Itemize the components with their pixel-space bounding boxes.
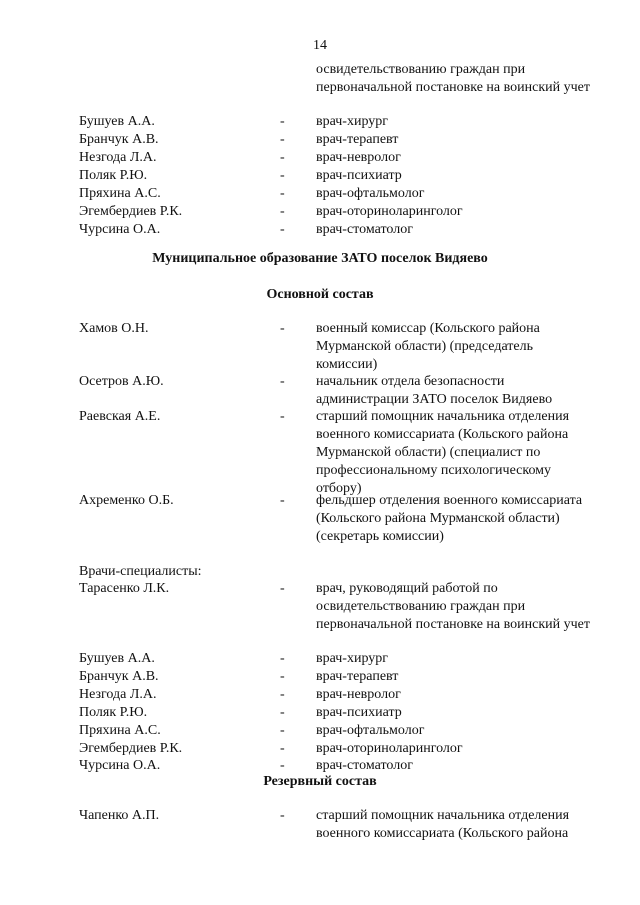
- dash: -: [280, 808, 285, 823]
- member-role: врач-оториноларинголог: [316, 204, 463, 219]
- section-heading-reserve: Резервный состав: [263, 774, 377, 789]
- member-role: старший помощник начальника отделения военного комиссариата (Кольского района: [316, 808, 570, 841]
- member-name: Поляк Р.Ю.: [79, 705, 148, 720]
- dash: -: [280, 669, 285, 684]
- member-role: врач-психиатр: [316, 705, 402, 720]
- member-role: врач-психиатр: [316, 168, 402, 183]
- dash: -: [280, 186, 285, 201]
- member-role: врач-невролог: [316, 150, 401, 165]
- member-role: врач-стоматолог: [316, 222, 413, 237]
- dash: -: [280, 741, 285, 756]
- dash: -: [280, 409, 285, 424]
- member-role: врач-терапевт: [316, 669, 399, 684]
- member-name: Бушуев А.А.: [79, 114, 155, 129]
- member-name: Ахременко О.Б.: [79, 493, 174, 508]
- dash: -: [280, 705, 285, 720]
- member-name: Хамов О.Н.: [79, 321, 149, 336]
- member-name: Тарасенко Л.К.: [79, 581, 170, 596]
- member-role: врач-офтальмолог: [316, 723, 425, 738]
- member-role: врач-терапевт: [316, 132, 399, 147]
- member-role: врач-оториноларинголог: [316, 741, 463, 756]
- member-role: военный комиссар (Кольского района Мурманской области) (председатель комиссии): [316, 321, 540, 372]
- dash: -: [280, 581, 285, 596]
- member-name: Чапенко А.П.: [79, 808, 160, 823]
- member-name: Поляк Р.Ю.: [79, 168, 148, 183]
- member-name: Пряхина А.С.: [79, 723, 161, 738]
- member-role: начальник отдела безопасности администрации ЗАТО поселок Видяево: [316, 374, 553, 407]
- dash: -: [280, 723, 285, 738]
- member-name: Бранчук А.В.: [79, 669, 159, 684]
- dash: -: [280, 150, 285, 165]
- dash: -: [280, 114, 285, 129]
- dash: -: [280, 374, 285, 389]
- dash: -: [280, 758, 285, 773]
- dash: -: [280, 493, 285, 508]
- member-name: Чурсина О.А.: [79, 758, 161, 773]
- member-role: фельдшер отделения военного комиссариата (Кольского района Мурманской области) (секретарь комиссии): [316, 493, 583, 544]
- doctors-label: Врачи-специалисты:: [79, 564, 202, 579]
- member-role: врач-офтальмолог: [316, 186, 425, 201]
- dash: -: [280, 222, 285, 237]
- role-continuation-text: освидетельствованию граждан при первоначальной постановке на воинский учет: [316, 62, 591, 95]
- member-name: Эгембердиев Р.К.: [79, 204, 183, 219]
- member-name: Бранчук А.В.: [79, 132, 159, 147]
- member-role: врач-хирург: [316, 651, 389, 666]
- section-heading-main: Основной состав: [266, 287, 374, 302]
- member-name: Раевская А.Е.: [79, 409, 161, 424]
- member-name: Бушуев А.А.: [79, 651, 155, 666]
- dash: -: [280, 168, 285, 183]
- member-name: Осетров А.Ю.: [79, 374, 164, 389]
- dash: -: [280, 687, 285, 702]
- member-name: Эгембердиев Р.К.: [79, 741, 183, 756]
- member-name: Пряхина А.С.: [79, 186, 161, 201]
- dash: -: [280, 321, 285, 336]
- member-role: врач, руководящий работой по освидетельствованию граждан при первоначальной постановке на воинский учет: [316, 581, 591, 632]
- member-role: врач-хирург: [316, 114, 389, 129]
- member-name: Чурсина О.А.: [79, 222, 161, 237]
- member-name: Незгода Л.А.: [79, 150, 157, 165]
- dash: -: [280, 204, 285, 219]
- member-role: старший помощник начальника отделения военного комиссариата (Кольского района Мурманской области) (специалист по профессиональному психологическому отбору): [316, 409, 570, 496]
- member-role: врач-невролог: [316, 687, 401, 702]
- dash: -: [280, 651, 285, 666]
- dash: -: [280, 132, 285, 147]
- member-name: Незгода Л.А.: [79, 687, 157, 702]
- page-number: 14: [313, 38, 327, 53]
- municipality-heading: Муниципальное образование ЗАТО поселок Видяево: [152, 251, 488, 266]
- member-role: врач-стоматолог: [316, 758, 413, 773]
